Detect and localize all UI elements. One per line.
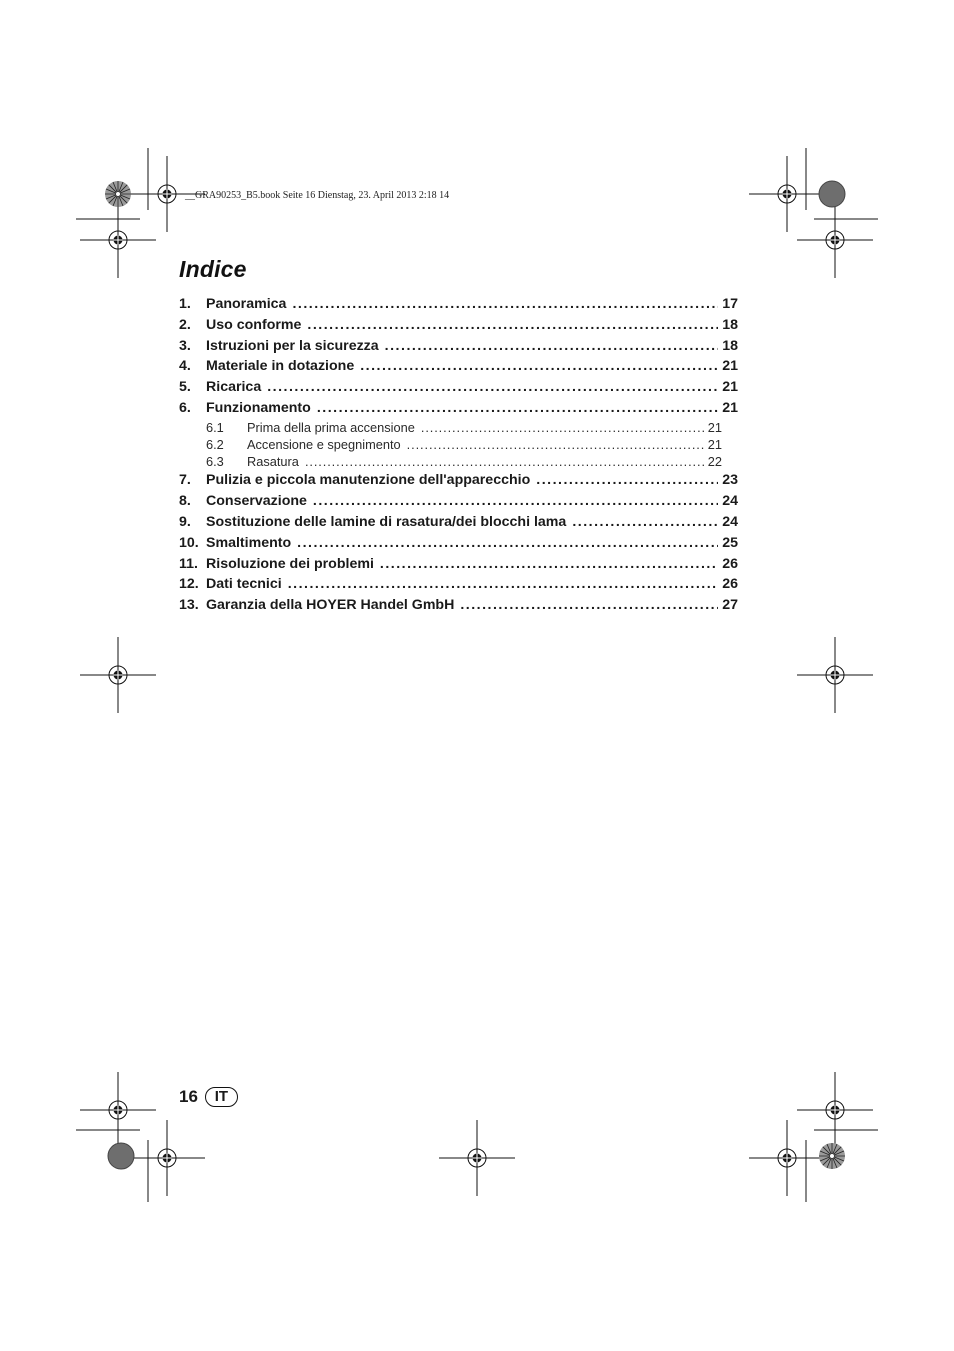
toc-page: 21 xyxy=(722,358,738,375)
toc-leader xyxy=(460,595,718,616)
toc-leader xyxy=(385,336,719,357)
toc-title: Accensione e spegnimento xyxy=(247,436,401,452)
toc-number: 2. xyxy=(179,316,191,333)
registration-mark-icon xyxy=(80,1072,156,1148)
toc-entry-pulizia-manutenzione[interactable] xyxy=(179,470,738,491)
toc-leader xyxy=(360,356,718,377)
registration-mark-icon xyxy=(80,637,156,713)
toc-number: 6. xyxy=(179,399,191,416)
toc-leader xyxy=(572,512,718,533)
toc-title: Istruzioni per la sicurezza xyxy=(206,337,379,354)
toc-title: Sostituzione delle lamine di rasatura/dei blocchi lama xyxy=(206,513,567,530)
toc-leader xyxy=(292,294,718,315)
toc-entry-garanzia[interactable] xyxy=(179,595,738,616)
toc-leader xyxy=(536,470,718,491)
toc-entry-dati-tecnici[interactable] xyxy=(179,574,738,595)
toc-leader xyxy=(421,419,706,436)
toc-subentry-accensione-spegnimento[interactable] xyxy=(179,436,738,453)
toc-page: 24 xyxy=(722,493,738,510)
registration-mark-icon xyxy=(797,202,873,278)
page-footer xyxy=(179,1087,238,1107)
toc-number: 7. xyxy=(179,472,191,489)
registration-mark-icon xyxy=(797,637,873,713)
toc-leader xyxy=(307,315,718,336)
toc-leader xyxy=(313,491,718,512)
toc-page: 27 xyxy=(722,597,738,614)
toc-leader xyxy=(267,377,718,398)
toc-leader xyxy=(380,554,718,575)
toc-number: 4. xyxy=(179,358,191,375)
toc-number: 6.3 xyxy=(206,454,224,470)
toc-title: Prima della prima accensione xyxy=(247,419,415,435)
toc-page: 25 xyxy=(722,534,738,551)
registration-mark-icon xyxy=(749,156,825,232)
toc-leader xyxy=(305,453,706,470)
toc-subentry-prima-accensione[interactable] xyxy=(179,419,738,436)
toc-number: 11. xyxy=(179,555,198,572)
toc-leader xyxy=(297,533,718,554)
toc-page: 22 xyxy=(707,454,722,470)
registration-mark-icon xyxy=(797,1072,873,1148)
toc-number: 12. xyxy=(179,576,199,593)
grey-patch-icon xyxy=(819,181,845,207)
toc-title: Smaltimento xyxy=(206,534,292,551)
starburst-target-icon xyxy=(105,181,131,207)
toc-number: 3. xyxy=(179,337,191,354)
toc-subentry-rasatura[interactable] xyxy=(179,453,738,470)
language-badge: IT xyxy=(205,1087,238,1107)
toc-page: 17 xyxy=(722,296,738,312)
page-number: 16 xyxy=(179,1087,198,1106)
toc-page: 21 xyxy=(722,399,738,416)
grey-patch-icon xyxy=(108,1143,134,1169)
toc-title: Risoluzione dei problemi xyxy=(206,555,374,572)
toc-number: 6.1 xyxy=(206,419,224,435)
toc-page: 18 xyxy=(722,337,738,354)
toc-title: Conservazione xyxy=(206,493,307,510)
toc-title: Garanzia della HOYER Handel GmbH xyxy=(206,597,455,614)
registration-mark-icon xyxy=(80,202,156,278)
toc-entry-materiale-dotazione[interactable] xyxy=(179,356,738,377)
toc-title: Panoramica xyxy=(206,296,287,312)
toc-number: 1. xyxy=(179,296,191,312)
toc-leader xyxy=(317,398,718,419)
toc-leader xyxy=(407,436,706,453)
toc-number: 5. xyxy=(179,379,191,396)
toc-number: 13. xyxy=(179,597,199,614)
toc-title: Pulizia e piccola manutenzione dell'apparecchio xyxy=(206,472,531,489)
registration-mark-icon xyxy=(749,1120,825,1196)
toc-entry-smaltimento[interactable] xyxy=(179,533,738,554)
toc-title: Dati tecnici xyxy=(206,576,282,593)
toc-title: Funzionamento xyxy=(206,399,311,416)
toc-title: Uso conforme xyxy=(206,316,302,333)
toc-entry-funzionamento[interactable] xyxy=(179,398,738,419)
page-title: Indice xyxy=(179,256,247,282)
starburst-target-icon xyxy=(819,1143,845,1169)
toc-entry-risoluzione-problemi[interactable] xyxy=(179,554,738,575)
toc-page: 21 xyxy=(707,419,722,435)
toc-page: 24 xyxy=(722,513,738,530)
toc-number: 9. xyxy=(179,513,191,530)
toc-page: 18 xyxy=(722,316,738,333)
table-of-contents xyxy=(179,294,738,616)
toc-page: 26 xyxy=(722,576,738,593)
toc-title: Ricarica xyxy=(206,379,262,396)
toc-leader xyxy=(288,574,719,595)
registration-mark-icon xyxy=(439,1120,515,1196)
toc-entry-ricarica[interactable] xyxy=(179,377,738,398)
toc-number: 10. xyxy=(179,534,199,551)
toc-number: 6.2 xyxy=(206,436,224,452)
slug-line: __GRA90253_B5.book Seite 16 Dienstag, 23. April 2013 2:18 14 xyxy=(185,190,450,201)
toc-page: 21 xyxy=(722,379,738,396)
toc-title: Rasatura xyxy=(247,454,299,470)
toc-page: 23 xyxy=(722,472,738,489)
toc-entry-sostituzione-lamine[interactable] xyxy=(179,512,738,533)
toc-entry-uso-conforme[interactable] xyxy=(179,315,738,336)
toc-number: 8. xyxy=(179,493,191,510)
toc-entry-panoramica[interactable] xyxy=(179,294,738,315)
toc-title: Materiale in dotazione xyxy=(206,358,355,375)
toc-page: 26 xyxy=(722,555,738,572)
toc-entry-conservazione[interactable] xyxy=(179,491,738,512)
toc-page: 21 xyxy=(707,436,722,452)
registration-mark-icon xyxy=(129,1120,205,1196)
toc-entry-istruzioni-sicurezza[interactable] xyxy=(179,336,738,357)
